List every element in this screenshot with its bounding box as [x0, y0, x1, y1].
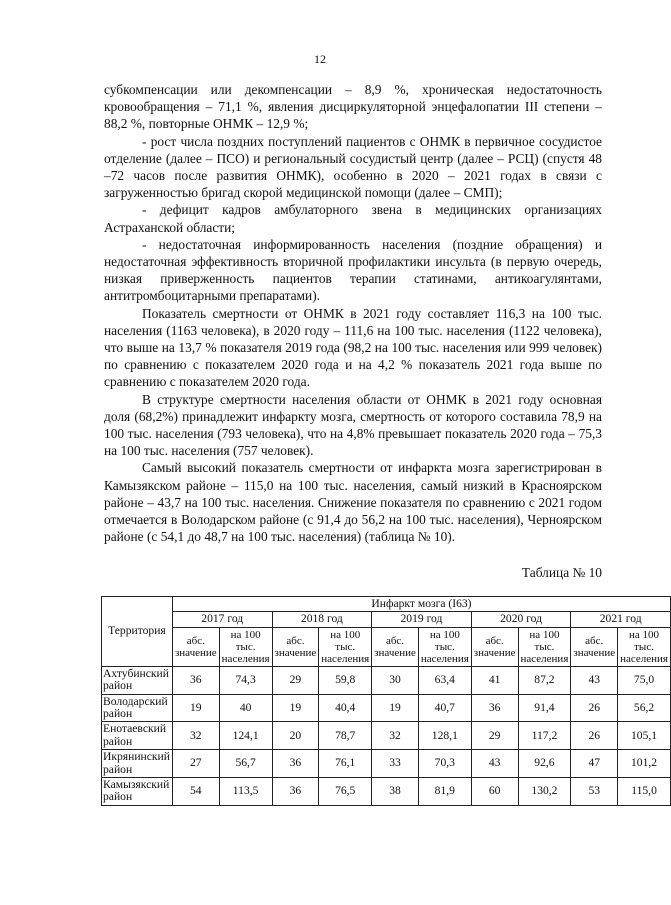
paragraph: - рост числа поздних поступлений пациентов с ОНМК в первичное сосудистое отделение (далее – ПСО) и региональный сосудистый центр (далее – РСЦ) (спустя 48 –72 часов после развития ОНМК), особенно в 2020 – 2021 годах в связи с загруженностью бригад скорой медицинской помощи (далее – СМП); [104, 133, 602, 201]
table-row [102, 750, 671, 778]
value-cell: 92,6 [518, 750, 571, 778]
value-cell: 19 [372, 694, 419, 722]
value-cell: 32 [372, 722, 419, 750]
table-row [102, 666, 671, 694]
territory-cell: Камызякский район [102, 778, 173, 806]
value-cell: 124,1 [219, 722, 272, 750]
value-cell: 20 [272, 722, 319, 750]
rate-header: на 100 тыс. населения [618, 627, 671, 666]
paragraph: В структуре смертности населения области от ОНМК в 2021 году основная доля (68,2%) принадлежит инфаркту мозга, смертность от которого составила 78,9 на 100 тыс. населения (793 человека), что на 4,8% превышает показатель 2020 года – 75,3 на 100 тыс. населения (757 человек). [104, 391, 602, 459]
page-number: 12 [314, 52, 326, 66]
value-cell: 19 [172, 694, 219, 722]
value-cell: 87,2 [518, 666, 571, 694]
stroke-mortality-table [101, 596, 671, 806]
value-cell: 38 [372, 778, 419, 806]
value-cell: 81,9 [418, 778, 471, 806]
paragraph: Самый высокий показатель смертности от инфаркта мозга зарегистрирован в Камызякском районе – 115,0 на 100 тыс. населения, самый низкий в Красноярском районе – 43,7 на 100 тыс. населения. Снижение показателя по сравнению с 2021 годом отмечается в Володарском районе (с 91,4 до 56,2 на 100 тыс. населения), Черноярском районе (с 54,1 до 48,7 на 100 тыс. населения) (таблица № 10). [104, 460, 602, 545]
rate-header: на 100 тыс. населения [219, 627, 272, 666]
value-cell: 75,0 [618, 666, 671, 694]
value-cell: 105,1 [618, 722, 671, 750]
value-cell: 41 [471, 666, 518, 694]
year-header: 2020 год [471, 612, 571, 627]
value-cell: 59,8 [319, 666, 372, 694]
abs-value-header: абс. значение [172, 627, 219, 666]
value-cell: 53 [571, 778, 618, 806]
value-cell: 40 [219, 694, 272, 722]
value-cell: 43 [471, 750, 518, 778]
territory-cell: Ахтубинский район [102, 666, 173, 694]
table-row [102, 694, 671, 722]
paragraph: Показатель смертности от ОНМК в 2021 году составляет 116,3 на 100 тыс. населения (1163 человека), в 2020 году – 111,6 на 100 тыс. населения (1122 человека), что выше на 13,7 % показателя 2019 года (98,2 на 100 тыс. населения или 999 человек) по сравнению с показателем 2020 года и на 4,2 % показатель 2021 года выше по сравнению с показателем 2020 года. [104, 305, 602, 390]
territory-cell: Володарский район [102, 694, 173, 722]
abs-value-header: абс. значение [372, 627, 419, 666]
abs-value-header: абс. значение [571, 627, 618, 666]
value-cell: 33 [372, 750, 419, 778]
value-cell: 27 [172, 750, 219, 778]
rate-header: на 100 тыс. населения [518, 627, 571, 666]
rate-header: на 100 тыс. населения [319, 627, 372, 666]
value-cell: 26 [571, 722, 618, 750]
value-cell: 47 [571, 750, 618, 778]
table-row [102, 722, 671, 750]
value-cell: 78,7 [319, 722, 372, 750]
value-cell: 43 [571, 666, 618, 694]
value-cell: 19 [272, 694, 319, 722]
value-cell: 36 [272, 750, 319, 778]
value-cell: 76,5 [319, 778, 372, 806]
value-cell: 76,1 [319, 750, 372, 778]
value-cell: 29 [471, 722, 518, 750]
paragraph: - дефицит кадров амбулаторного звена в медицинских организациях Астраханской области; [104, 202, 602, 235]
value-cell: 74,3 [219, 666, 272, 694]
value-cell: 56,2 [618, 694, 671, 722]
body-text [104, 81, 602, 545]
paragraph: - недостаточная информированность населения (поздние обращения) и недостаточная эффективность вторичной профилактики инсульта (в первую очередь, низкая приверженность пациентов терапии статинами, антикоагулянтами, антитромбоцитарными препаратами). [104, 236, 602, 304]
paragraph: субкомпенсации или декомпенсации – 8,9 %, хроническая недостаточность кровообращения – 71,1 %, явления дисциркуляторной энцефалопатии III степени – 88,2 %, повторные ОНМК – 12,9 %; [104, 82, 602, 132]
value-cell: 56,7 [219, 750, 272, 778]
value-cell: 40,4 [319, 694, 372, 722]
value-cell: 29 [272, 666, 319, 694]
value-cell: 36 [471, 694, 518, 722]
value-cell: 60 [471, 778, 518, 806]
value-cell: 101,2 [618, 750, 671, 778]
value-cell: 63,4 [418, 666, 471, 694]
value-cell: 130,2 [518, 778, 571, 806]
abs-value-header: абс. значение [272, 627, 319, 666]
value-cell: 30 [372, 666, 419, 694]
value-cell: 26 [571, 694, 618, 722]
year-header: 2017 год [172, 612, 272, 627]
abs-value-header: абс. значение [471, 627, 518, 666]
territory-cell: Икрянинский район [102, 750, 173, 778]
value-cell: 117,2 [518, 722, 571, 750]
territory-cell: Енотаевский район [102, 722, 173, 750]
rate-header: на 100 тыс. населения [418, 627, 471, 666]
value-cell: 113,5 [219, 778, 272, 806]
year-header: 2021 год [571, 612, 671, 627]
territory-header: Территория [102, 597, 173, 667]
year-header: 2018 год [272, 612, 372, 627]
value-cell: 54 [172, 778, 219, 806]
table-caption: Таблица № 10 [521, 565, 602, 580]
value-cell: 40,7 [418, 694, 471, 722]
year-header: 2019 год [372, 612, 472, 627]
value-cell: 70,3 [418, 750, 471, 778]
value-cell: 36 [172, 666, 219, 694]
table-row [102, 778, 671, 806]
value-cell: 36 [272, 778, 319, 806]
value-cell: 32 [172, 722, 219, 750]
value-cell: 128,1 [418, 722, 471, 750]
value-cell: 91,4 [518, 694, 571, 722]
group-header: Инфаркт мозга (I63) [172, 597, 670, 612]
value-cell: 115,0 [618, 778, 671, 806]
